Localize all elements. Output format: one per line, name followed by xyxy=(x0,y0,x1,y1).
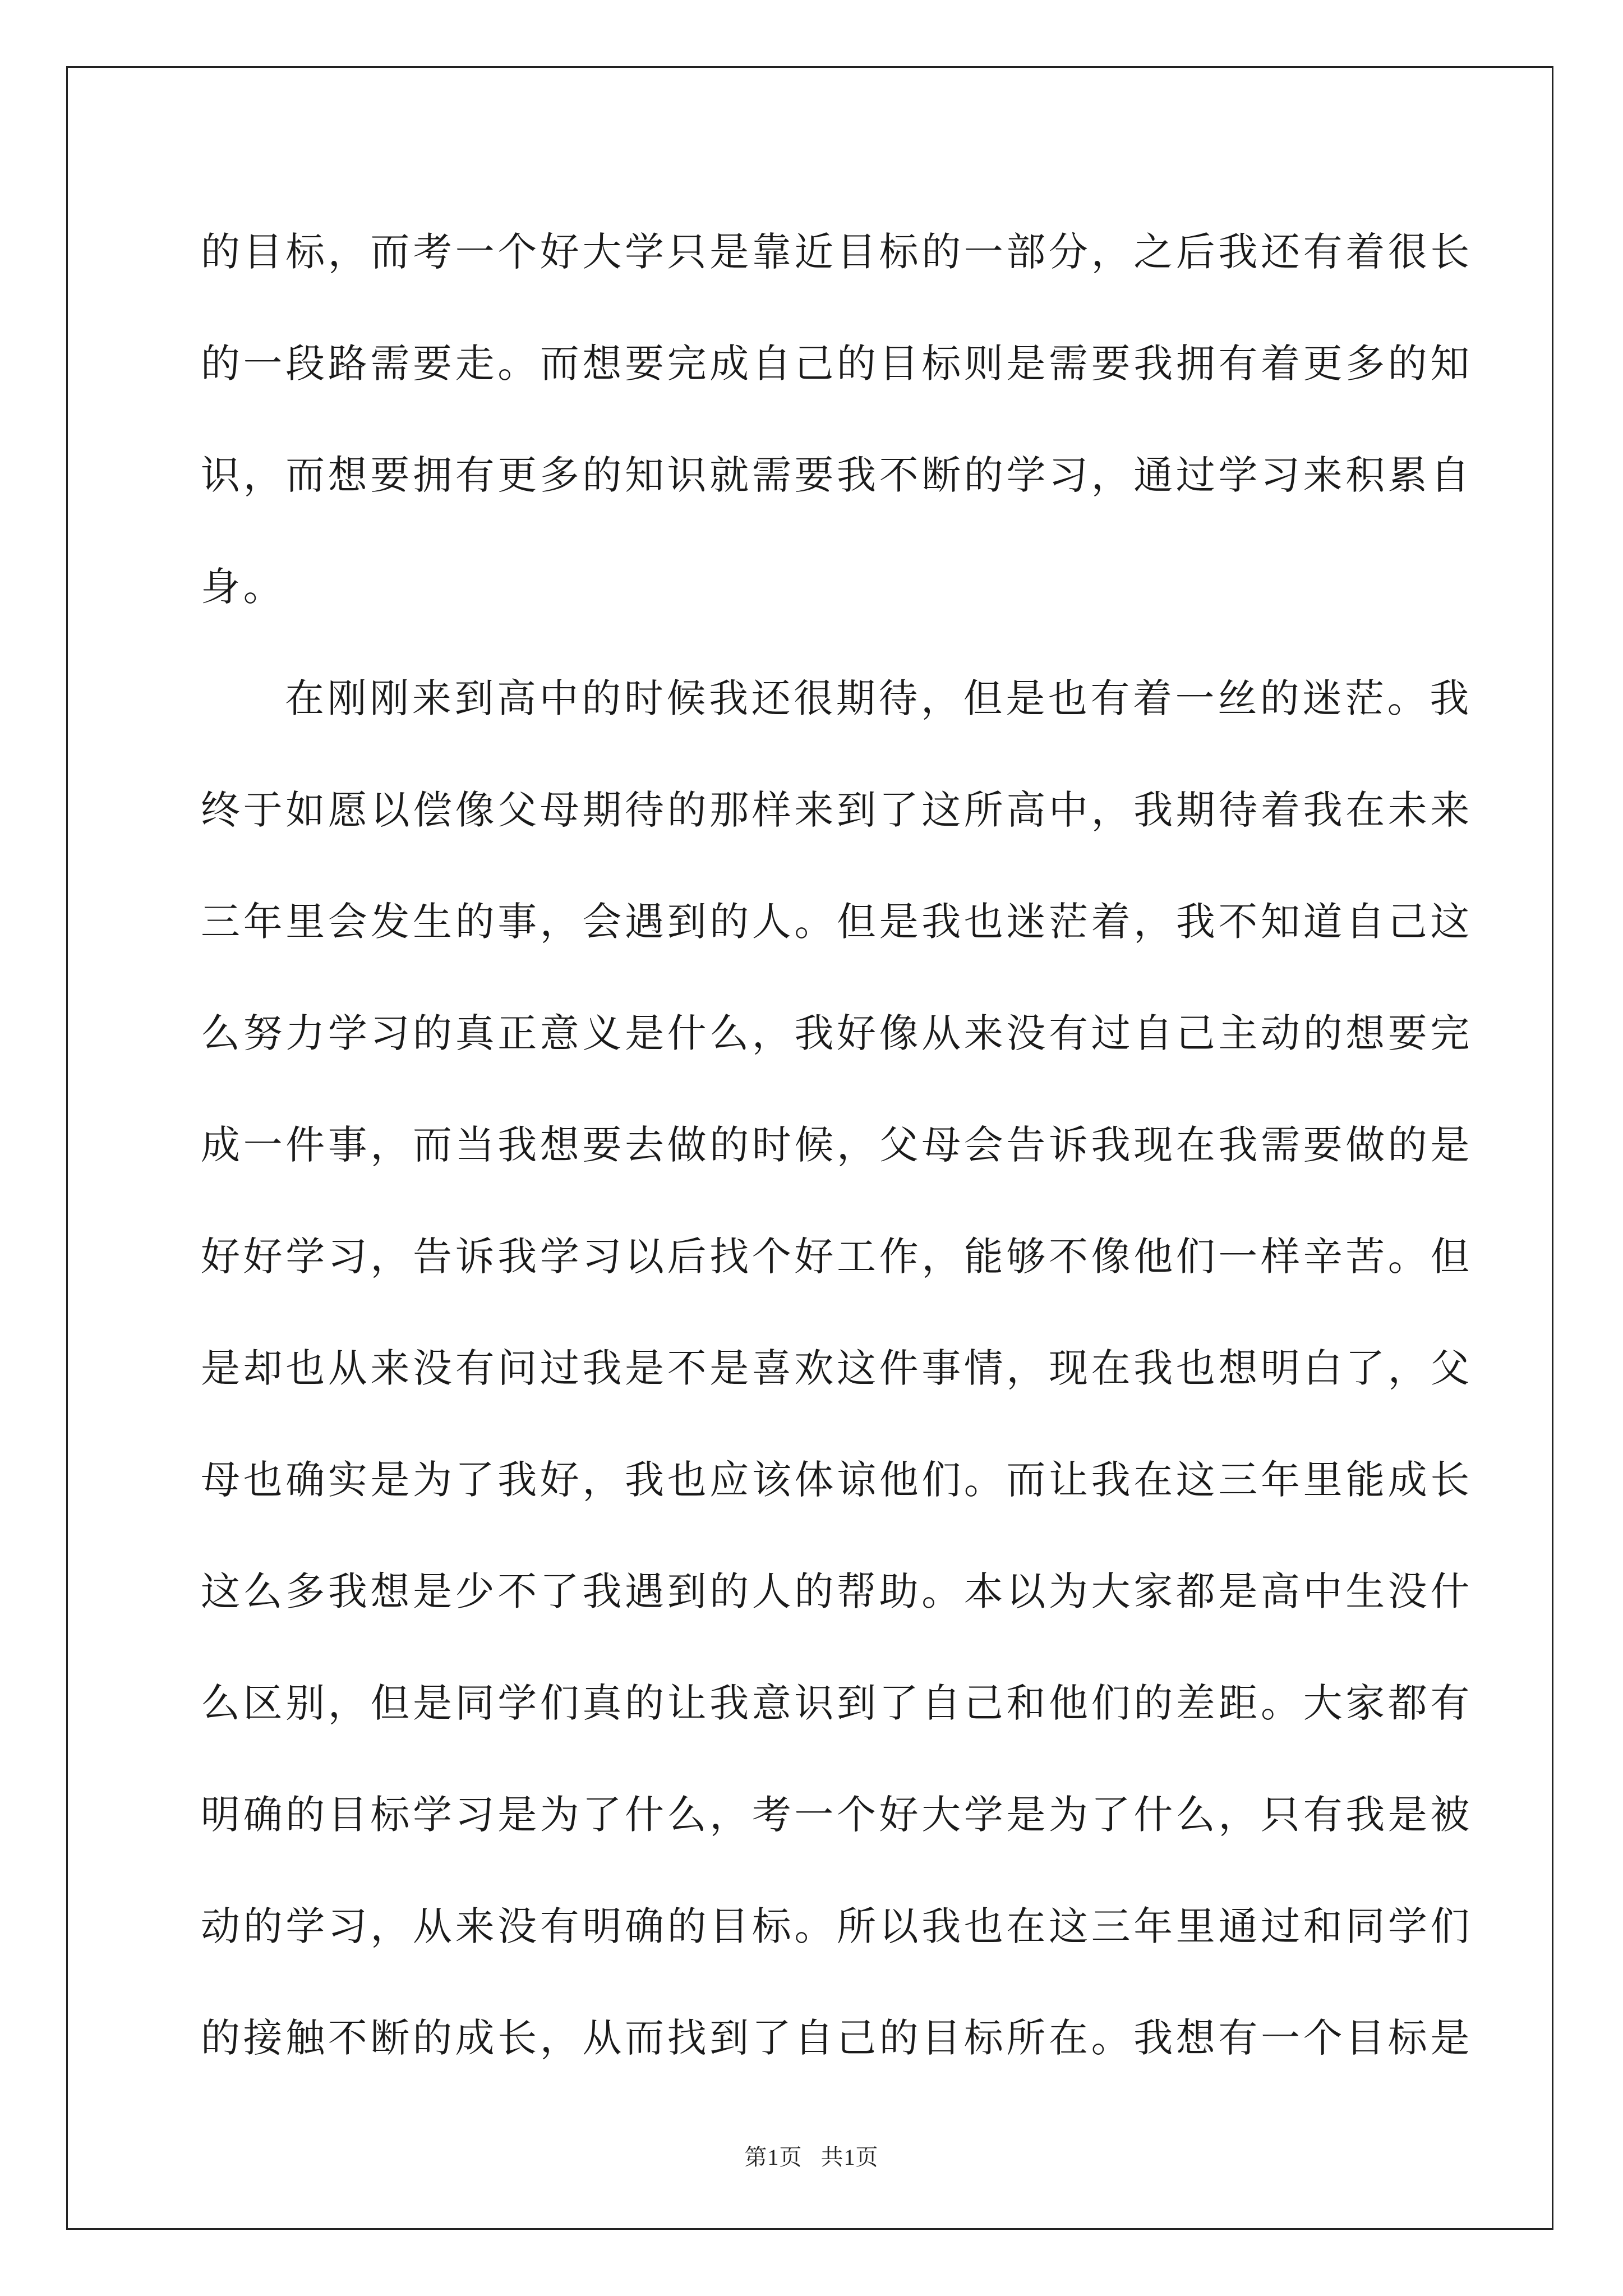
text-line: 这么多我想是少不了我遇到的人的帮助。本以为大家都是高中生没什 xyxy=(201,1568,1473,1614)
text-line: 识，而想要拥有更多的知识就需要我不断的学习，通过学习来积累自 xyxy=(201,452,1473,498)
text-line: 母也确实是为了我好，我也应该体谅他们。而让我在这三年里能成长 xyxy=(201,1457,1473,1503)
text-line: 么区别，但是同学们真的让我意识到了自己和他们的差距。大家都有 xyxy=(201,1680,1473,1726)
text-line: 在刚刚来到高中的时候我还很期待，但是也有着一丝的迷茫。我 xyxy=(285,675,1472,721)
page-total: 共1页 xyxy=(820,2145,879,2170)
text-line: 的接触不断的成长，从而找到了自己的目标所在。我想有一个目标是 xyxy=(201,2015,1473,2061)
text-line: 三年里会发生的事，会遇到的人。但是我也迷茫着，我不知道自己这 xyxy=(201,899,1473,945)
text-line: 身。 xyxy=(201,564,286,610)
page-number: 第1页 xyxy=(744,2145,803,2170)
text-line: 动的学习，从来没有明确的目标。所以我也在这三年里通过和同学们 xyxy=(201,1903,1473,1949)
text-line: 终于如愿以偿像父母期待的那样来到了这所高中，我期待着我在未来 xyxy=(201,787,1473,833)
text-line: 的目标，而考一个好大学只是靠近目标的一部分，之后我还有着很长 xyxy=(201,229,1473,275)
text-line: 么努力学习的真正意义是什么，我好像从来没有过自己主动的想要完 xyxy=(201,1010,1473,1056)
text-line: 的一段路需要走。而想要完成自己的目标则是需要我拥有着更多的知 xyxy=(201,341,1473,386)
document-body xyxy=(201,215,1473,2113)
text-line: 好好学习，告诉我学习以后找个好工作，能够不像他们一样辛苦。但 xyxy=(201,1234,1473,1280)
text-line: 成一件事，而当我想要去做的时候，父母会告诉我现在我需要做的是 xyxy=(201,1122,1473,1168)
page-footer xyxy=(0,2142,1623,2173)
text-line: 明确的目标学习是为了什么，考一个好大学是为了什么，只有我是被 xyxy=(201,1792,1473,1838)
text-line: 是却也从来没有问过我是不是喜欢这件事情，现在我也想明白了，父 xyxy=(201,1345,1473,1391)
